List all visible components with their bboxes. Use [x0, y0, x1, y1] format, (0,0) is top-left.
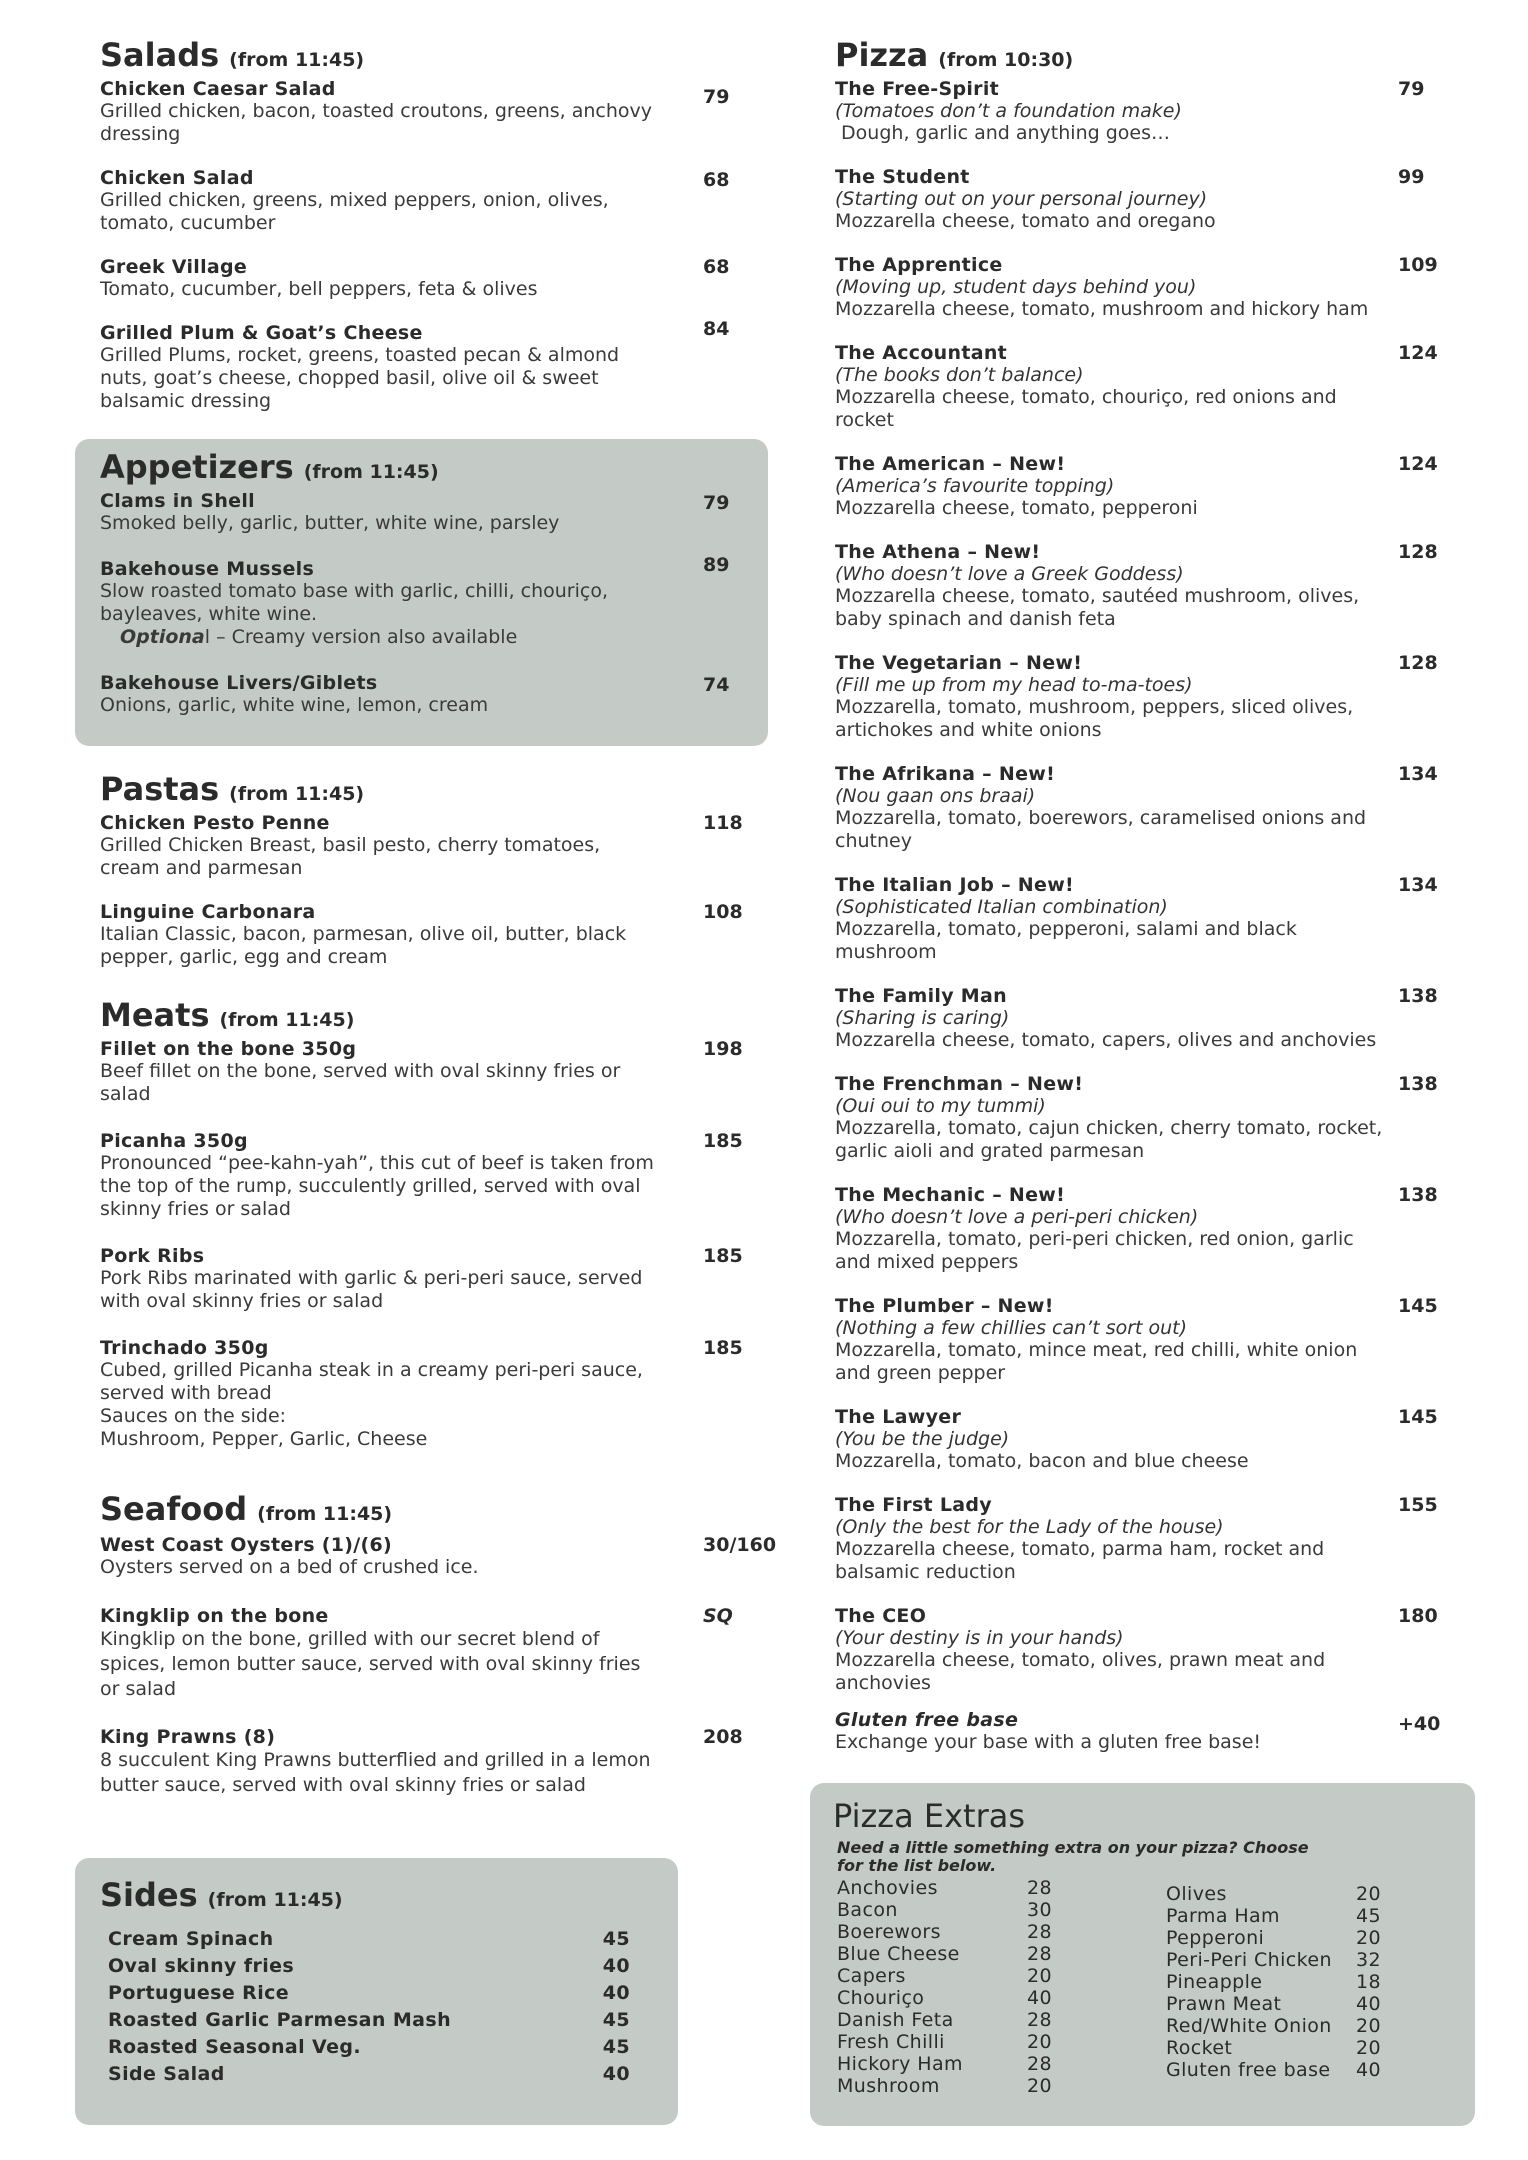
item-tagline: (Sharing is caring) [835, 1007, 1010, 1029]
sides-header [100, 1876, 630, 1914]
item-name: The Accountant [835, 342, 1008, 364]
item-tagline: (You be the judge) [835, 1428, 1010, 1450]
extra-item [1166, 2015, 1416, 2037]
item-price: SQ [703, 1605, 733, 1627]
extra-price: 20 [1027, 2031, 1052, 2053]
extra-name: Peri-Peri Chicken [1166, 1949, 1332, 1971]
extra-item [1166, 2037, 1416, 2059]
item-price: 138 [1398, 1184, 1438, 1206]
menu-item [100, 672, 760, 717]
menu-item [100, 318, 760, 413]
item-name: The First Lady [835, 1494, 992, 1516]
item-name: Gluten free base [835, 1709, 1019, 1731]
extra-item [837, 1965, 1087, 1987]
side-item [108, 1953, 630, 1980]
item-name: Clams in Shell [100, 490, 255, 512]
side-price: 45 [602, 2036, 630, 2058]
extra-item [1166, 2059, 1416, 2081]
pastas-header [100, 770, 800, 808]
item-name: The Family Man [835, 985, 1007, 1007]
appetizers-time: (from 11:45) [303, 461, 439, 483]
pizza-extras-section [833, 1797, 1463, 2097]
item-description: Slow roasted tomato base with garlic, chilli, chouriço, bayleaves, white wine. [100, 580, 608, 625]
item-description: Mozzarella cheese, tomato, capers, olives and anchovies [835, 1029, 1377, 1051]
item-description: Mozzarella, tomato, cajun chicken, cherry tomato, rocket, garlic aioli and grated parmesan [835, 1117, 1389, 1162]
item-name: The Mechanic – New! [835, 1184, 1066, 1206]
pizza-title: Pizza [835, 36, 929, 74]
item-price: 124 [1398, 342, 1438, 364]
item-name: The Vegetarian – New! [835, 652, 1083, 674]
menu-item [100, 490, 760, 535]
extra-item [1166, 1949, 1416, 1971]
pizza-item [835, 1406, 1495, 1473]
extra-item [837, 2053, 1087, 2075]
item-sauces-list: Mushroom, Pepper, Garlic, Cheese [100, 1428, 428, 1450]
item-name: Chicken Salad [100, 167, 254, 189]
pizza-item [835, 1494, 1495, 1584]
salads-time: (from 11:45) [229, 49, 365, 71]
appetizers-header [100, 448, 780, 486]
item-description: Mozzarella cheese, tomato, sautéed mushroom, olives, baby spinach and danish feta [835, 585, 1366, 630]
pizza-item [835, 453, 1495, 520]
item-tagline: (America’s favourite topping) [835, 475, 1115, 497]
pizza-item [835, 874, 1495, 964]
side-item [108, 2034, 630, 2061]
appetizers-title: Appetizers [100, 448, 294, 486]
extra-name: Boerewors [837, 1921, 941, 1943]
item-description: 8 succulent King Prawns butterflied and grilled in a lemon butter sauce, served with oval skinny fries or salad [100, 1749, 651, 1796]
pizza-item [835, 342, 1495, 432]
item-description: Onions, garlic, white wine, lemon, cream [100, 694, 489, 716]
pizza-list [835, 78, 1495, 1695]
menu-item [100, 1534, 777, 1579]
extra-price: 28 [1027, 2053, 1052, 2075]
extras-list-right [1166, 1883, 1416, 2081]
item-description: Mozzarella, tomato, boerewors, caramelised onions and chutney [835, 807, 1373, 852]
extra-item [837, 1899, 1087, 1921]
item-price: 185 [703, 1130, 743, 1152]
option-text: l – Creamy version also available [204, 626, 518, 648]
pizza-item [835, 1073, 1495, 1163]
extra-price: 40 [1027, 1987, 1052, 2009]
extra-item [1166, 1927, 1416, 1949]
pastas-time: (from 11:45) [229, 783, 365, 805]
item-price: 128 [1398, 652, 1438, 674]
item-price: 99 [1398, 166, 1425, 188]
item-name: Linguine Carbonara [100, 901, 316, 923]
meats-section [100, 996, 800, 1451]
side-name: Portuguese Rice [108, 1982, 290, 2004]
item-tagline: (The books don’t balance) [835, 364, 1084, 386]
item-name: West Coast Oysters (1)/(6) [100, 1534, 393, 1556]
side-item [108, 2061, 630, 2088]
item-description: Smoked belly, garlic, butter, white wine, parsley [100, 512, 560, 534]
item-tagline: (Tomatoes don’t a foundation make) [835, 100, 1182, 122]
side-price: 45 [602, 2009, 630, 2031]
item-description: Mozzarella cheese, tomato, olives, prawn meat and anchovies [835, 1649, 1332, 1694]
extras-title: Pizza Extras [833, 1797, 1025, 1835]
extra-item [1166, 1905, 1416, 1927]
side-name: Roasted Garlic Parmesan Mash [108, 2009, 452, 2031]
side-name: Oval skinny fries [108, 1955, 295, 1977]
item-tagline: (Who doesn’t love a peri-peri chicken) [835, 1206, 1199, 1228]
item-name: The Afrikana – New! [835, 763, 1056, 785]
item-tagline: (Moving up, student days behind you) [835, 276, 1197, 298]
item-name: The Frenchman – New! [835, 1073, 1084, 1095]
item-name: Fillet on the bone 350g [100, 1038, 357, 1060]
item-name: Picanha 350g [100, 1130, 248, 1152]
item-name: The Athena – New! [835, 541, 1041, 563]
extra-price: 32 [1356, 1949, 1381, 1971]
item-price: 79 [703, 86, 730, 108]
extra-item [837, 2009, 1087, 2031]
extra-name: Anchovies [837, 1877, 938, 1899]
item-tagline: (Starting out on your personal journey) [835, 188, 1208, 210]
extra-price: 28 [1027, 1877, 1052, 1899]
item-price: 128 [1398, 541, 1438, 563]
appetizers-section [100, 448, 780, 717]
extra-name: Bacon [837, 1899, 898, 1921]
item-description: Grilled Plums, rocket, greens, toasted pecan & almond nuts, goat’s cheese, chopped basil, olive oil & sweet balsamic dressing [100, 344, 620, 412]
extra-name: Red/White Onion [1166, 2015, 1332, 2037]
extra-name: Danish Feta [837, 2009, 954, 2031]
salads-section [100, 36, 800, 413]
side-name: Side Salad [108, 2063, 225, 2085]
item-description: Grilled Chicken Breast, basil pesto, cherry tomatoes, cream and parmesan [100, 834, 601, 879]
item-price: 155 [1398, 1494, 1438, 1516]
item-name: The Student [835, 166, 970, 188]
extra-price: 20 [1027, 1965, 1052, 1987]
item-description: Cubed, grilled Picanha steak in a creamy peri-peri sauce, served with bread [100, 1359, 643, 1404]
side-item [108, 2007, 630, 2034]
item-description: Grilled chicken, greens, mixed peppers, onion, olives, tomato, cucumber [100, 189, 609, 234]
extra-price: 45 [1356, 1905, 1381, 1927]
item-price: 145 [1398, 1295, 1438, 1317]
item-name: Bakehouse Livers/Giblets [100, 672, 378, 694]
item-name: Greek Village [100, 256, 248, 278]
extra-item [837, 2075, 1087, 2097]
pastas-section [100, 770, 800, 969]
extras-list-left [837, 1877, 1087, 2097]
item-price: 198 [703, 1038, 743, 1060]
item-name: The Apprentice [835, 254, 1003, 276]
item-description: Mozzarella cheese, tomato, pepperoni [835, 497, 1198, 519]
salads-header [100, 36, 800, 74]
item-name: The American – New! [835, 453, 1066, 475]
item-tagline: (Oui oui to my tummi) [835, 1095, 1046, 1117]
item-description: Mozzarella cheese, tomato, mushroom and hickory ham [835, 298, 1369, 320]
seafood-time: (from 11:45) [257, 1503, 393, 1525]
item-price: 185 [703, 1245, 743, 1267]
extra-price: 40 [1356, 2059, 1381, 2081]
item-name: King Prawns (8) [100, 1726, 276, 1748]
extra-name: Olives [1166, 1883, 1227, 1905]
pizza-item [835, 166, 1495, 233]
item-description: Mozzarella, tomato, peri-peri chicken, red onion, garlic and mixed peppers [835, 1228, 1360, 1273]
pizza-item [835, 1605, 1495, 1695]
item-description: Beef fillet on the bone, served with oval skinny fries or salad [100, 1060, 621, 1105]
pizza-time: (from 10:30) [938, 49, 1074, 71]
item-tagline: (Only the best for the Lady of the house) [835, 1516, 1224, 1538]
extra-name: Gluten free base [1166, 2059, 1331, 2081]
item-name: Bakehouse Mussels [100, 558, 315, 580]
item-description: Tomato, cucumber, bell peppers, feta & olives [100, 278, 538, 300]
menu-item [100, 812, 760, 880]
item-price: 68 [703, 169, 730, 191]
seafood-header [100, 1490, 800, 1528]
extra-name: Chouriço [837, 1987, 925, 2009]
extra-item [837, 1877, 1087, 1899]
pizza-item [835, 1184, 1495, 1274]
item-description: Mozzarella, tomato, mushroom, peppers, sliced olives, artichokes and white onions [835, 696, 1360, 741]
item-name: Trinchado 350g [100, 1337, 269, 1359]
extra-price: 40 [1356, 1993, 1381, 2015]
pizza-header [835, 36, 1495, 74]
menu-item [100, 167, 760, 235]
item-name: The CEO [835, 1605, 927, 1627]
item-price: +40 [1398, 1713, 1441, 1735]
extras-header [833, 1797, 1463, 1835]
menu-item [100, 1130, 760, 1221]
sides-section [100, 1876, 630, 2088]
extra-price: 28 [1027, 2009, 1052, 2031]
item-name: Chicken Caesar Salad [100, 78, 336, 100]
menu-item [100, 78, 760, 146]
extra-price: 20 [1356, 2037, 1381, 2059]
sides-time: (from 11:45) [207, 1889, 343, 1911]
item-price: 109 [1398, 254, 1438, 276]
item-price: 208 [703, 1726, 743, 1748]
sides-title: Sides [100, 1876, 198, 1914]
item-price: 68 [703, 256, 730, 278]
pizza-item [835, 541, 1495, 631]
item-description: Oysters served on a bed of crushed ice. [100, 1556, 479, 1578]
menu-item [100, 901, 760, 969]
extra-price: 28 [1027, 1943, 1052, 1965]
pizza-item [835, 1295, 1495, 1385]
menu-item [100, 1605, 760, 1702]
extra-price: 20 [1356, 1883, 1381, 1905]
item-price: 74 [703, 674, 730, 696]
side-price: 45 [602, 1928, 630, 1950]
menu-item [100, 1245, 760, 1313]
item-description: Mozzarella cheese, tomato, parma ham, rocket and balsamic reduction [835, 1538, 1331, 1583]
sides-list [100, 1926, 630, 2088]
meats-title: Meats [100, 996, 210, 1034]
extra-item [837, 2031, 1087, 2053]
item-tagline: (Fill me up from my head to-ma-toes) [835, 674, 1193, 696]
item-price: 138 [1398, 985, 1438, 1007]
pizza-item [835, 652, 1495, 742]
extra-name: Capers [837, 1965, 906, 1987]
item-description: Grilled chicken, bacon, toasted croutons, greens, anchovy dressing [100, 100, 653, 145]
item-price: 79 [703, 492, 730, 514]
item-price: 134 [1398, 763, 1438, 785]
item-description: Mozzarella cheese, tomato, chouriço, red onions and rocket [835, 386, 1343, 431]
side-price: 40 [602, 2063, 630, 2085]
side-price: 40 [602, 1982, 630, 2004]
item-price: 79 [1398, 78, 1425, 100]
item-name: Grilled Plum & Goat’s Cheese [100, 322, 423, 344]
item-name: The Plumber – New! [835, 1295, 1054, 1317]
item-description: Mozzarella, tomato, mince meat, red chilli, white onion and green pepper [835, 1339, 1364, 1384]
extra-item [837, 1943, 1087, 1965]
item-tagline: (Nothing a few chillies can’t sort out) [835, 1317, 1188, 1339]
item-tagline: (Sophisticated Italian combination) [835, 896, 1168, 918]
item-description: Mozzarella cheese, tomato and oregano [835, 210, 1216, 232]
item-price: 108 [703, 901, 743, 923]
extra-name: Parma Ham [1166, 1905, 1280, 1927]
item-sauces-label: Sauces on the side: [100, 1405, 287, 1427]
item-price: 138 [1398, 1073, 1438, 1095]
pizza-item [835, 78, 1495, 145]
extra-item [1166, 1883, 1416, 1905]
extra-price: 30 [1027, 1899, 1052, 1921]
item-name: Pork Ribs [100, 1245, 205, 1267]
side-name: Roasted Seasonal Veg. [108, 2036, 361, 2058]
item-price: 118 [703, 812, 743, 834]
gluten-free-item [835, 1709, 1495, 1754]
extra-price: 28 [1027, 1921, 1052, 1943]
meats-time: (from 11:45) [219, 1009, 355, 1031]
item-description: Kingklip on the bone, grilled with our secret blend of spices, lemon butter sauce, served with oval skinny fries or salad [100, 1628, 641, 1700]
pizza-item [835, 254, 1495, 321]
seafood-title: Seafood [100, 1490, 248, 1528]
item-price: 145 [1398, 1406, 1438, 1428]
extras-intro: Need a little something extra on your pizza? Choose for the list below. [837, 1838, 1309, 1875]
side-item [108, 1926, 630, 1953]
extra-name: Blue Cheese [837, 1943, 960, 1965]
menu-item [100, 1337, 760, 1451]
item-description: Mozzarella, tomato, pepperoni, salami and black mushroom [835, 918, 1303, 963]
pizza-section [835, 36, 1495, 1754]
menu-item [100, 1038, 760, 1106]
extra-price: 20 [1356, 2015, 1381, 2037]
item-description: Italian Classic, bacon, parmesan, olive oil, butter, black pepper, garlic, egg and cream [100, 923, 627, 968]
extra-name: Prawn Meat [1166, 1993, 1282, 2015]
extra-price: 20 [1356, 1927, 1381, 1949]
extra-price: 18 [1356, 1971, 1381, 1993]
item-price: 30/160 [703, 1534, 777, 1556]
item-option-note [100, 626, 660, 649]
item-description: Exchange your base with a gluten free base! [835, 1731, 1262, 1753]
item-tagline: (Nou gaan ons braai) [835, 785, 1036, 807]
item-price: 185 [703, 1337, 743, 1359]
salads-title: Salads [100, 36, 220, 74]
extra-name: Pineapple [1166, 1971, 1263, 1993]
extra-name: Pepperoni [1166, 1927, 1265, 1949]
item-name: The Lawyer [835, 1406, 962, 1428]
extra-name: Mushroom [837, 2075, 940, 2097]
item-description: Dough, garlic and anything goes… [835, 122, 1170, 144]
extra-name: Hickory Ham [837, 2053, 963, 2075]
menu-item [100, 554, 760, 649]
item-price: 89 [703, 554, 730, 576]
side-price: 40 [602, 1955, 630, 1977]
item-price: 84 [703, 318, 730, 340]
side-name: Cream Spinach [108, 1928, 274, 1950]
extra-name: Rocket [1166, 2037, 1233, 2059]
extra-item [837, 1921, 1087, 1943]
item-tagline: (Who doesn’t love a Greek Goddess) [835, 563, 1184, 585]
extra-item [1166, 1971, 1416, 1993]
item-name: Kingklip on the bone [100, 1605, 329, 1627]
meats-header [100, 996, 800, 1034]
extra-item [837, 1987, 1087, 2009]
item-price: 124 [1398, 453, 1438, 475]
item-description: Pronounced “pee-kahn-yah”, this cut of beef is taken from the top of the rump, succulently grilled, served with oval skinny fries or salad [100, 1152, 654, 1220]
item-price: 180 [1398, 1605, 1438, 1627]
item-description: Pork Ribs marinated with garlic & peri-peri sauce, served with oval skinny fries or salad [100, 1267, 643, 1312]
item-price: 134 [1398, 874, 1438, 896]
extra-name: Fresh Chilli [837, 2031, 945, 2053]
item-name: Chicken Pesto Penne [100, 812, 330, 834]
item-tagline: (Your destiny is in your hands) [835, 1627, 1124, 1649]
seafood-section [100, 1490, 800, 1798]
extra-item [1166, 1993, 1416, 2015]
pizza-item [835, 763, 1495, 853]
menu-item [100, 1726, 760, 1798]
pastas-title: Pastas [100, 770, 220, 808]
extra-price: 20 [1027, 2075, 1052, 2097]
side-item [108, 1980, 630, 2007]
item-description: Mozzarella, tomato, bacon and blue cheese [835, 1450, 1249, 1472]
option-label: Optiona [120, 626, 205, 648]
menu-item [100, 256, 760, 301]
pizza-item [835, 985, 1495, 1052]
item-name: The Free-Spirit [835, 78, 1000, 100]
item-name: The Italian Job – New! [835, 874, 1075, 896]
